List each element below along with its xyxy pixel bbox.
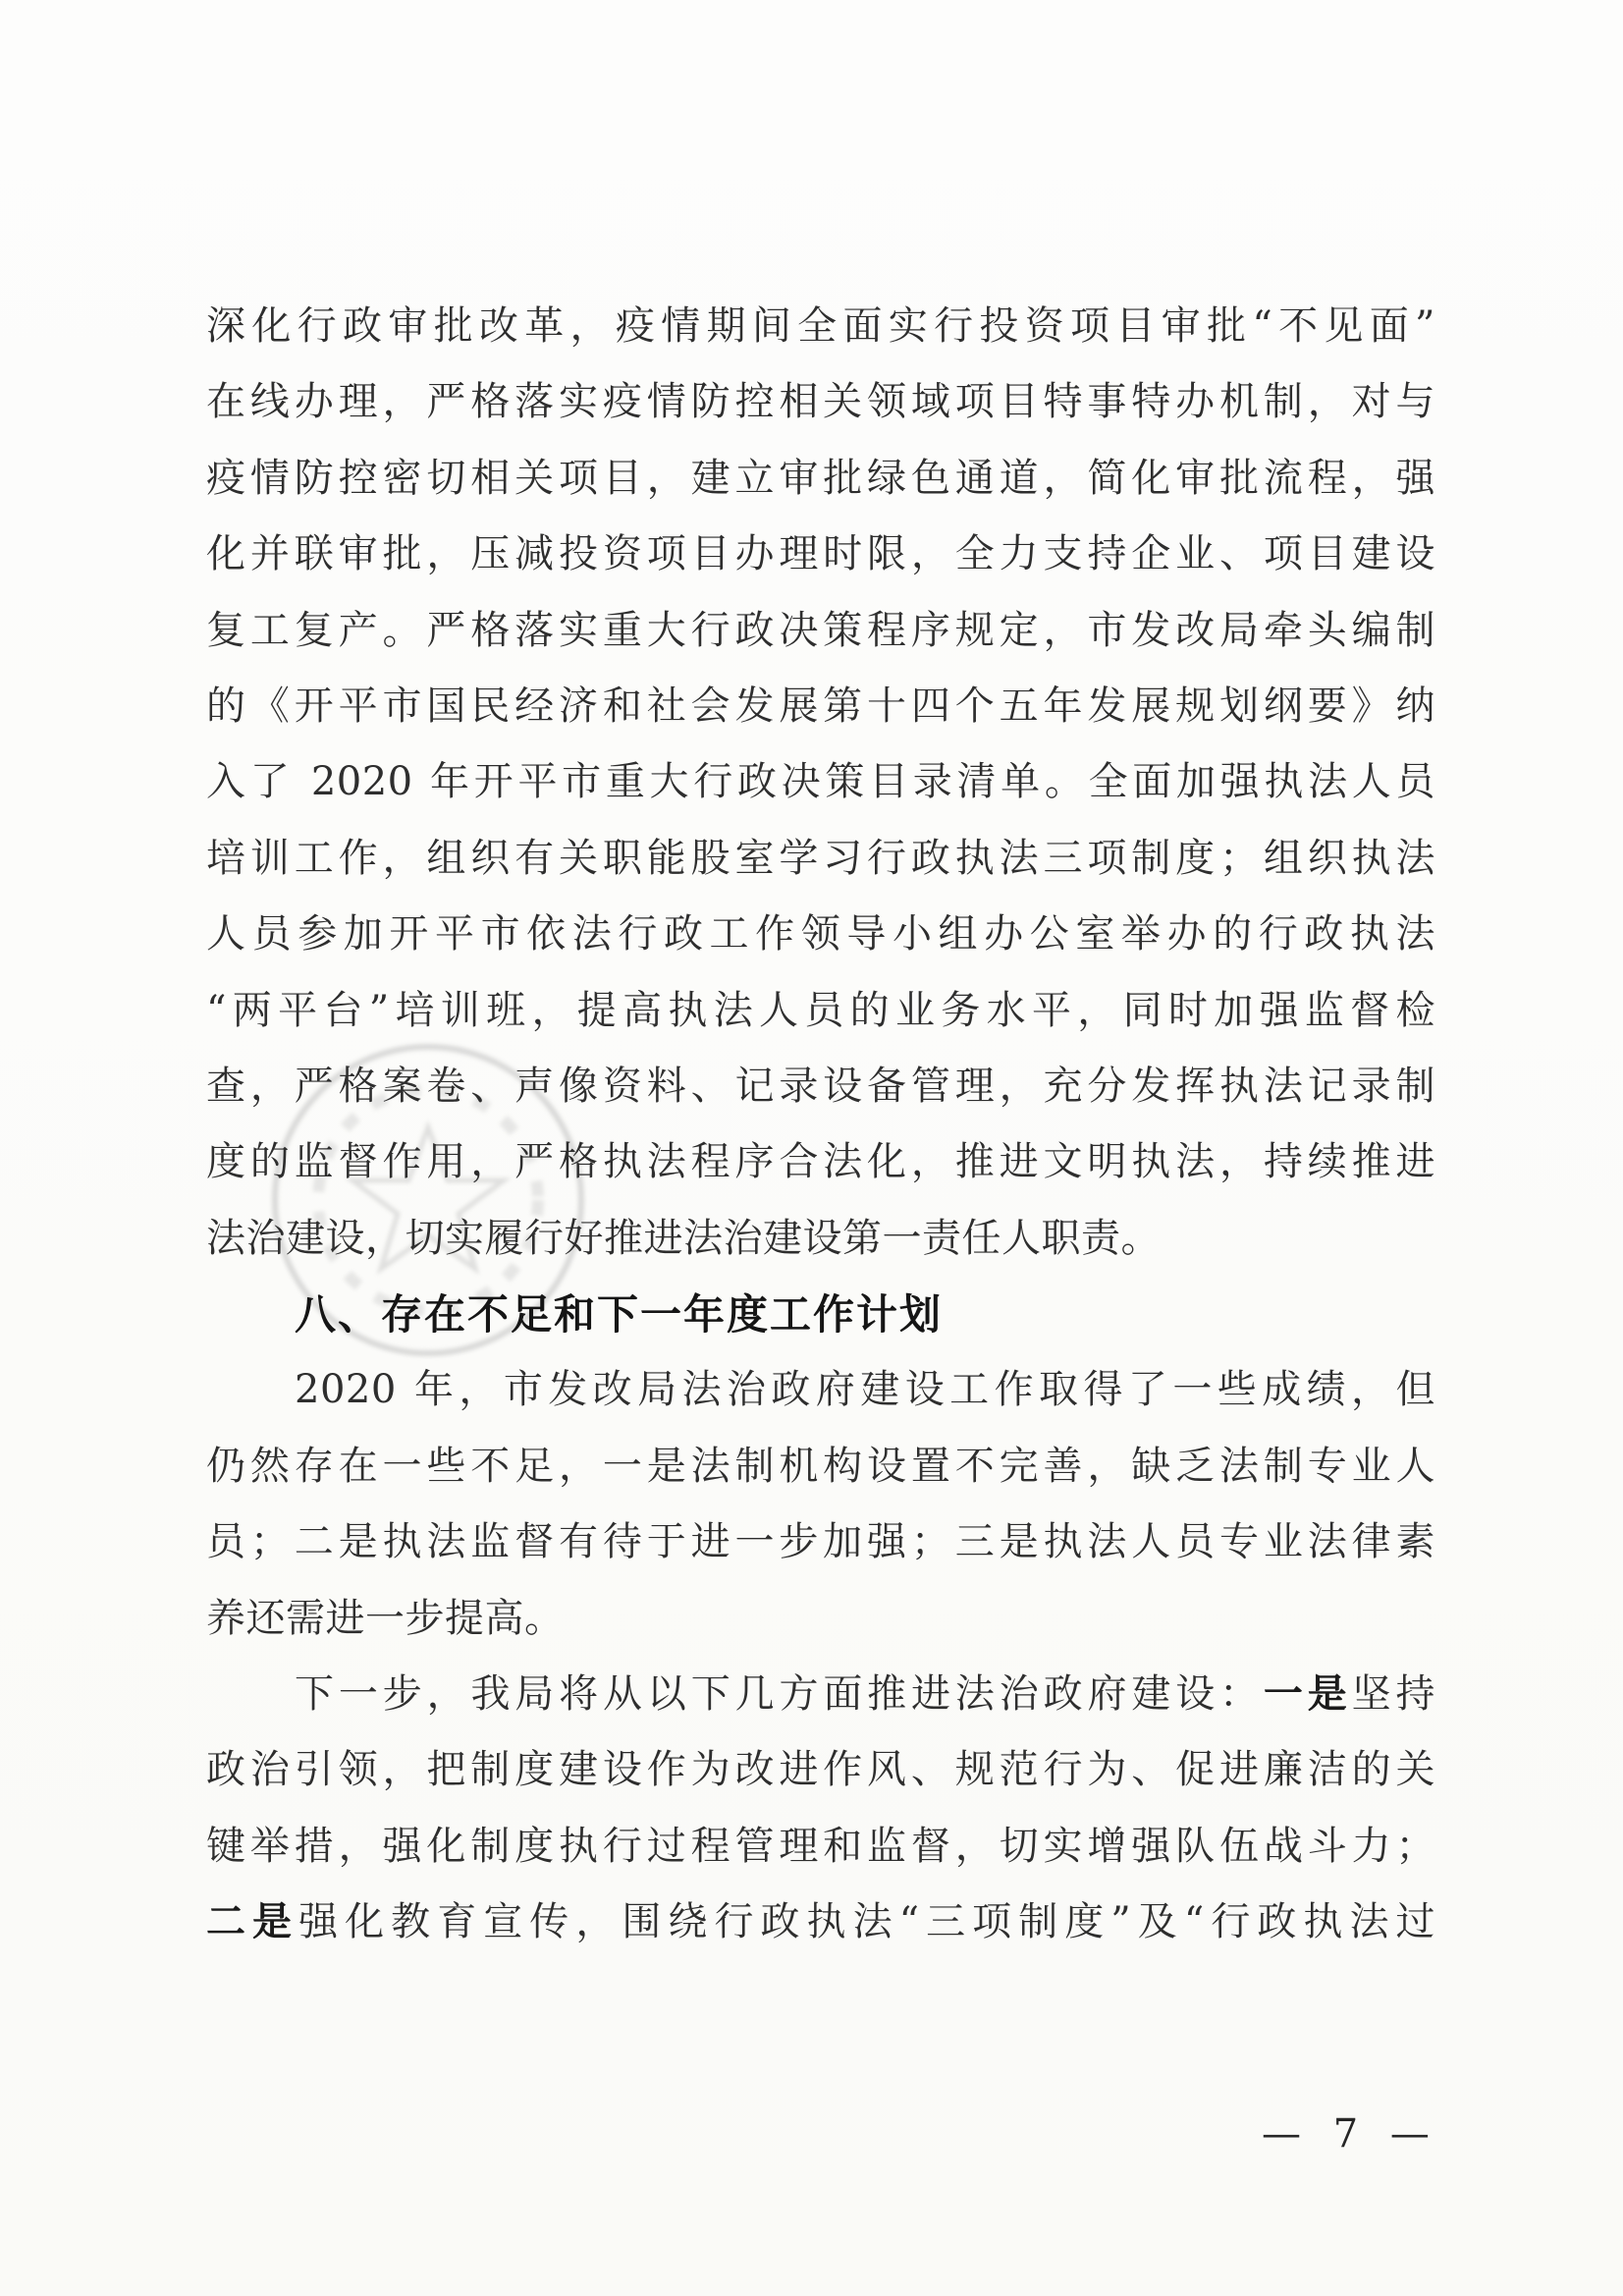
text-line [206, 821, 1435, 897]
text-line [206, 1201, 1435, 1277]
text-run: 度的监督作用，严格执法程序合法化，推进文明执法，持续推进 [206, 1139, 1435, 1185]
text-run: 政治引领，把制度建设作为改进作风、规范行为、促进廉洁的关 [206, 1747, 1435, 1793]
text-run: 2020 年，市发改局法治政府建设工作取得了一些成绩，但 [295, 1367, 1435, 1413]
text-run: 法治建设，切实履行好推进法治建设第一责任人职责。 [206, 1215, 1161, 1261]
text-line [206, 1124, 1435, 1200]
text-line [206, 669, 1435, 744]
text-run: 深化行政审批改革，疫情期间全面实行投资项目审批“不见面” [206, 303, 1435, 349]
text-line [206, 593, 1435, 669]
text-run: “两平台”培训班，提高执法人员的业务水平，同时加强监督检 [206, 987, 1435, 1033]
page-footer [1262, 2111, 1439, 2157]
text-run: 养还需进一步提高。 [206, 1595, 565, 1641]
text-line [206, 1352, 1435, 1428]
bold-run: 一是 [1263, 1671, 1352, 1718]
bold-run: 二是 [206, 1899, 299, 1945]
text-line [206, 1885, 1435, 1960]
text-run: 下一步，我局将从以下几方面推进法治政府建设： [295, 1671, 1264, 1718]
text-run: 在线办理，严格落实疫情防控相关领域项目特事特办机制，对与 [206, 379, 1435, 425]
text-line [206, 897, 1435, 972]
text-line [206, 1504, 1435, 1580]
text-line [206, 744, 1435, 820]
text-line [206, 441, 1435, 517]
text-run: 疫情防控密切相关项目，建立审批绿色通道，简化审批流程，强 [206, 455, 1435, 501]
section-heading [206, 1277, 1435, 1352]
text-run: 入了 2020 年开平市重大行政决策目录清单。全面加强执法人员 [206, 759, 1435, 805]
text-run: 查，严格案卷、声像资料、记录设备管理，充分发挥执法记录制 [206, 1063, 1435, 1109]
text-line [206, 1429, 1435, 1504]
text-run: 化并联审批，压减投资项目办理时限，全力支持企业、项目建设 [206, 531, 1435, 577]
text-line [206, 1732, 1435, 1808]
text-run: 培训工作，组织有关职能股室学习行政执法三项制度；组织执法 [206, 835, 1435, 881]
text-line [206, 1809, 1435, 1885]
page-number: — 7 — [1262, 2111, 1439, 2157]
text-line [206, 517, 1435, 592]
text-line [206, 1581, 1435, 1657]
text-run: 员；二是执法监督有待于进一步加强；三是执法人员专业法律素 [206, 1519, 1435, 1565]
text-line [206, 1049, 1435, 1124]
text-run: 强化教育宣传，围绕行政执法“三项制度”及“行政执法过 [298, 1899, 1435, 1945]
text-run: 复工复产。严格落实重大行政决策程序规定，市发改局牵头编制 [206, 607, 1435, 653]
text-run: 人员参加开平市依法行政工作领导小组办公室举办的行政执法 [206, 911, 1435, 957]
body-text [206, 289, 1435, 1961]
text-run: 的《开平市国民经济和社会发展第十四个五年发展规划纲要》纳 [206, 683, 1435, 729]
text-line [206, 1657, 1435, 1732]
text-line [206, 364, 1435, 440]
text-line [206, 289, 1435, 364]
text-run: 键举措，强化制度执行过程管理和监督，切实增强队伍战斗力； [206, 1823, 1435, 1869]
text-run: 仍然存在一些不足，一是法制机构设置不完善，缺乏法制专业人 [206, 1443, 1435, 1489]
text-line [206, 973, 1435, 1049]
text-run: 八、存在不足和下一年度工作计划 [295, 1290, 944, 1339]
text-run: 坚持 [1351, 1671, 1436, 1718]
